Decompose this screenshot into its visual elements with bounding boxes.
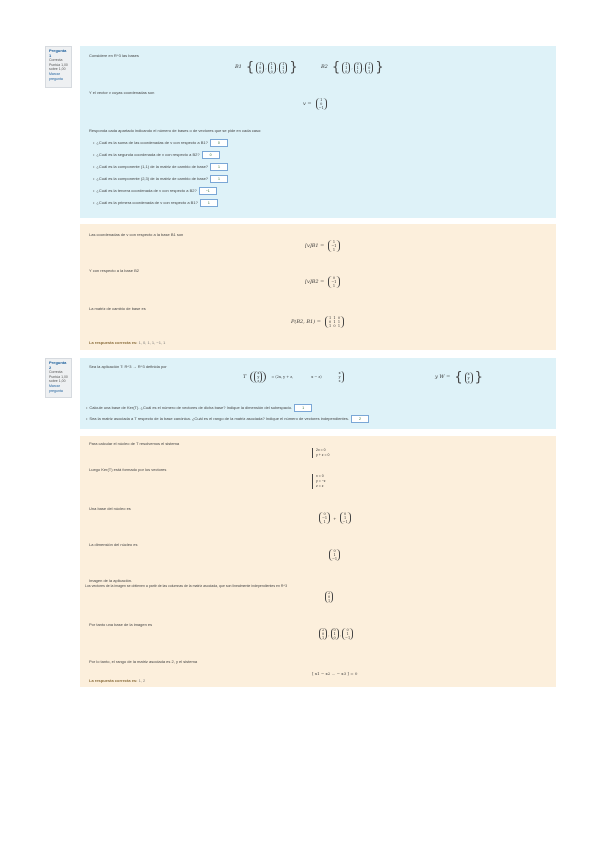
kernel-basis: 0 −1 1 + 0 1 −1 [318, 512, 352, 524]
q1-item-6: • ¿Cuál es la primera coordenada de v con respecto a B1? 1 [93, 199, 218, 207]
b1-vector-3: 1 1 1 [279, 62, 287, 74]
kernel-dimension-vector: 0 1 −1 [328, 549, 341, 561]
v-coordinates: 1 0 −1 [316, 98, 327, 110]
basis-b2: B2 { 1 1 0 , 0 1 1 , 1 0 1 } [321, 60, 384, 75]
v-b2-coords: [v]B2 = 0 −1 1 [302, 276, 341, 288]
b2-vector-2: 0 1 1 [354, 62, 362, 74]
q1-item-1-answer[interactable]: 0 [210, 139, 228, 147]
b1-label: B1 [235, 64, 242, 70]
q1-item-2: • ¿Cuál es la segunda coordenada de v con respecto a B2? 0 [93, 151, 220, 159]
linear-map-definition: T x y z = (2x, y + z, x − z) x y z [240, 371, 345, 383]
flag-question-2-link[interactable]: Marcar pregunta [49, 383, 63, 393]
q1-item-4: • ¿Cuál es la componente (2,3) de la matriz de cambio de base? 1 [93, 175, 228, 183]
basis-b1: B1 { 1 0 0 , 1 1 0 , 1 1 1 } [235, 60, 298, 75]
question-2-formulation [80, 358, 556, 429]
question-1-info [45, 46, 72, 88]
fb2-line-2: Luego Ker(T) está formado por los vectores [89, 467, 167, 472]
fb1-line-3: La matriz de cambio de base es [89, 306, 146, 311]
vector-text: Y el vector v cuyas coordenadas son [89, 90, 155, 95]
b1-vector-2: 1 1 0 [268, 62, 276, 74]
q2-item-2: • Sea la matriz asociada a T respecto de la base canónica. ¿Cuál es el rango de la matriz asociada? Indique el número de vectores independientes. 2 [86, 415, 369, 423]
fb2-line-3: Una base del núcleo es [89, 506, 131, 511]
kernel-system: 2x = 0 y + z = 0 [312, 448, 329, 458]
question-1-intro: Considere en R^3 las bases [89, 53, 139, 58]
question-2-intro: Sea la aplicación T: R^3 → R^3 definida por [89, 364, 167, 369]
subspace-w: y W = { x y z } [435, 370, 483, 385]
question-1-number: Pregunta 1 [49, 48, 67, 58]
b1-vector-1: 1 0 0 [256, 62, 264, 74]
q1-item-3-answer[interactable]: 1 [210, 163, 228, 171]
kernel-solution: x = 0 y = −z z = z [312, 474, 326, 489]
fb1-line-1: Las coordenadas de v con respecto a la base B1 son [89, 232, 184, 237]
q1-item-5-answer[interactable]: −1 [199, 187, 217, 195]
q1-item-6-answer[interactable]: 1 [200, 199, 218, 207]
answer-intro: Responda cada apartado indicando el número de bases o de vectores que se pide en cada caso: [89, 128, 262, 133]
vector-v [300, 98, 328, 110]
fb2-line-7: Por tanto una base de la imagen es [89, 622, 153, 627]
question-2-number: Pregunta 2 [49, 360, 67, 370]
fb1-line-2: Y con respecto a la base B2 [89, 268, 139, 273]
v-label: v = [303, 100, 312, 107]
flag-question-1-link[interactable]: Marcar pregunta [49, 71, 63, 81]
q2-item-1: • Calcule una base de Ker(T). ¿Cuál es el número de vectores de dicha base? Indique la dimensión del subespacio. 1 [86, 404, 312, 412]
question-2-score: Puntúa 1,00 sobre 1,00 [49, 374, 68, 384]
question-1-formulation [80, 46, 556, 218]
image-basis: 2 0 1 , 0 1 0 , 0 1 −1 [318, 628, 354, 640]
q1-item-5: • ¿Cuál es la tercera coordenada de v con respecto a B2? −1 [93, 187, 217, 195]
q2-item-1-answer[interactable]: 1 [294, 404, 312, 412]
question-2-status: Correcta [49, 370, 63, 375]
v-b1-coords: [v]B1 = 1 −1 1 [302, 240, 341, 252]
b2-label: B2 [321, 64, 328, 70]
fb1-correct-answer: La respuesta correcta es: 1, 0, 1, 1, −1, 1 [89, 340, 166, 345]
question-1-status: Correcta [49, 58, 63, 63]
question-2-info [45, 358, 72, 398]
question-1-feedback [80, 224, 556, 350]
b2-vector-3: 1 0 1 [365, 62, 373, 74]
fb2-final-expression: [ x1 − x2 ... − x3 ] = 0 [312, 671, 358, 676]
fb2-line-6: Los vectores de la imagen se obtienen a partir de las columnas de la matriz asociada, que son linealmente independientes en R^3 [85, 584, 288, 588]
question-1-score: Puntúa 1,00 sobre 1,00 [49, 62, 68, 72]
change-of-basis-matrix: P(B2, B1) = 1 1 0 0 1 1 1 0 1 [288, 316, 345, 328]
q1-item-1: • ¿Cuál es la suma de las coordenadas de v con respecto a B1? 0 [93, 139, 228, 147]
b2-vector-1: 1 1 0 [342, 62, 350, 74]
fb2-correct-answer: La respuesta correcta es: 1, 2 [89, 678, 146, 683]
fb2-line-1: Para calcular el núcleo de T resolvemos el sistema [89, 441, 180, 446]
q2-item-2-answer[interactable]: 2 [351, 415, 369, 423]
q1-item-2-answer[interactable]: 0 [202, 151, 220, 159]
question-2-feedback [80, 436, 556, 687]
fb2-line-8: Por lo tanto, el rango de la matriz asociada es 2, y el sistema [89, 659, 198, 664]
fb2-line-4: La dimensión del núcleo es [89, 542, 138, 547]
image-vector: 2 0 1 [324, 591, 334, 603]
q1-item-3: • ¿Cuál es la componente (1,1) de la matriz de cambio de base? 1 [93, 163, 228, 171]
fb2-line-5: Imagen de la aplicación. [89, 578, 133, 583]
q1-item-4-answer[interactable]: 1 [210, 175, 228, 183]
